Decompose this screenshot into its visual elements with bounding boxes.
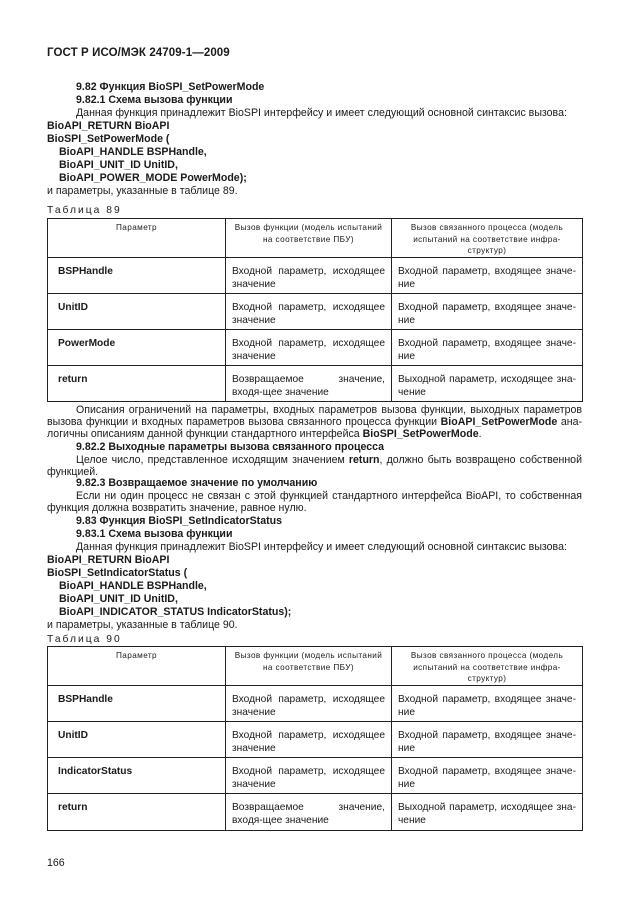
return-keyword: return — [348, 454, 380, 466]
call-cell: Возвращаемое значение, входя-щее значение — [226, 793, 392, 830]
call-cell: Входной параметр, исходящее значение — [226, 293, 392, 329]
code-line: BioAPI_HANDLE BSPHandle, — [59, 146, 207, 158]
subsection-heading-9-82-3: 9.82.3 Возвращаемое значение по умолчанию — [76, 477, 318, 489]
call-cell: Возвращаемое значение, входя-щее значение — [226, 365, 392, 401]
column-header-parameter: Параметр — [48, 647, 226, 686]
table-header-row — [48, 219, 583, 258]
table-row — [48, 685, 583, 721]
description-text: . — [478, 428, 482, 440]
table-row — [48, 721, 583, 757]
table-89 — [47, 218, 583, 402]
function-name: BioAPI_SetPowerMode — [440, 416, 558, 428]
table-90 — [47, 646, 583, 831]
param-cell: return — [48, 793, 226, 830]
linked-cell: Входной параметр, входящее значе-ние — [392, 721, 583, 757]
table-row — [48, 793, 583, 830]
output-params-paragraph — [47, 454, 582, 478]
param-cell: PowerMode — [48, 329, 226, 365]
paragraph-text: , должно быть возвращено собственной функцией. — [47, 454, 582, 478]
linked-cell: Выходной параметр, исходящее зна-чение — [392, 365, 583, 401]
param-cell: UnitID — [48, 293, 226, 329]
call-cell: Входной параметр, исходящее значение — [226, 721, 392, 757]
subsection-heading-9-83-1: 9.83.1 Схема вызова функции — [76, 528, 233, 540]
section-heading-9-83: 9.83 Функция BioSPI_SetIndicatorStatus — [76, 515, 282, 527]
table-89-caption: Таблица 89 — [47, 205, 122, 216]
code-line: BioAPI_POWER_MODE PowerMode); — [59, 172, 247, 184]
table-header-row — [48, 647, 583, 686]
call-cell: Входной параметр, исходящее значение — [226, 757, 392, 793]
call-cell: Входной параметр, исходящее значение — [226, 685, 392, 721]
param-cell: UnitID — [48, 721, 226, 757]
column-header-parameter: Параметр — [48, 219, 226, 258]
param-cell: IndicatorStatus — [48, 757, 226, 793]
code-line: BioAPI_UNIT_ID UnitID, — [59, 159, 178, 171]
call-cell: Входной параметр, исходящее значение — [226, 329, 392, 365]
params-line-90: и параметры, указанные в таблице 90. — [47, 619, 238, 631]
column-header-function-call: Вызов функции (модель испытаний на соответствие ПБУ) — [226, 647, 392, 686]
params-line-89: и параметры, указанные в таблице 89. — [47, 185, 238, 197]
table-row — [48, 329, 583, 365]
description-text: Описания ограничений на параметры, входных параметров вызова функции, выходных параметров вызова функции и входных параметров вызова связанного процесса функции — [47, 404, 582, 428]
table-90-caption: Таблица 90 — [47, 634, 122, 645]
linked-cell: Входной параметр, входящее значе-ние — [392, 329, 583, 365]
code-line: BioSPI_SetIndicatorStatus ( — [47, 567, 188, 579]
code-line: BioSPI_SetPowerMode ( — [47, 133, 170, 145]
param-cell: BSPHandle — [48, 685, 226, 721]
subsection-heading-9-82-1: 9.82.1 Схема вызова функции — [76, 94, 233, 106]
linked-cell: Входной параметр, входящее значе-ние — [392, 257, 583, 293]
code-line: BioAPI_RETURN BioAPI — [47, 554, 170, 566]
column-header-linked-process: Вызов связанного процесса (модель испытаний на соответствие инфра-структур) — [392, 219, 583, 258]
description-paragraph — [47, 404, 582, 440]
param-cell: BSPHandle — [48, 257, 226, 293]
code-line: BioAPI_INDICATOR_STATUS IndicatorStatus); — [59, 606, 292, 618]
linked-cell: Выходной параметр, исходящее зна-чение — [392, 793, 583, 830]
linked-cell: Входной параметр, входящее значе-ние — [392, 685, 583, 721]
call-cell: Входной параметр, исходящее значение — [226, 257, 392, 293]
intro-text-9-82: Данная функция принадлежит BioSPI интерфейсу и имеет следующий основной синтаксис вызова: — [76, 107, 567, 119]
param-cell: return — [48, 365, 226, 401]
section-heading-9-82: 9.82 Функция BioSPI_SetPowerMode — [76, 81, 265, 93]
code-line: BioAPI_RETURN BioAPI — [47, 120, 170, 132]
linked-cell: Входной параметр, входящее значе-ние — [392, 293, 583, 329]
description-text: ана-логичны описаниям данной функции стандартного интерфейса — [47, 416, 582, 440]
default-return-paragraph: Если ни один процесс не связан с этой функцией стандартного интерфейса BioAPI, то собственная функция должна возвратить значение, равное нулю. — [47, 490, 582, 514]
column-header-function-call: Вызов функции (модель испытаний на соответствие ПБУ) — [226, 219, 392, 258]
code-line: BioAPI_HANDLE BSPHandle, — [59, 580, 207, 592]
page-number: 166 — [47, 857, 65, 869]
intro-text-9-83: Данная функция принадлежит BioSPI интерфейсу и имеет следующий основной синтаксис вызова: — [76, 541, 567, 553]
table-row — [48, 365, 583, 401]
subsection-heading-9-82-2: 9.82.2 Выходные параметры вызова связанного процесса — [76, 441, 385, 453]
code-line: BioAPI_UNIT_ID UnitID, — [59, 593, 178, 605]
table-row — [48, 293, 583, 329]
document-header: ГОСТ Р ИСО/МЭК 24709-1—2009 — [47, 47, 230, 59]
table-row — [48, 257, 583, 293]
paragraph-text: Целое число, представленное исходящим значением — [76, 454, 349, 466]
column-header-linked-process: Вызов связанного процесса (модель испытаний на соответствие инфра-структур) — [392, 647, 583, 686]
function-name: BioSPI_SetPowerMode — [362, 428, 479, 440]
table-row — [48, 757, 583, 793]
linked-cell: Входной параметр, входящее значе-ние — [392, 757, 583, 793]
